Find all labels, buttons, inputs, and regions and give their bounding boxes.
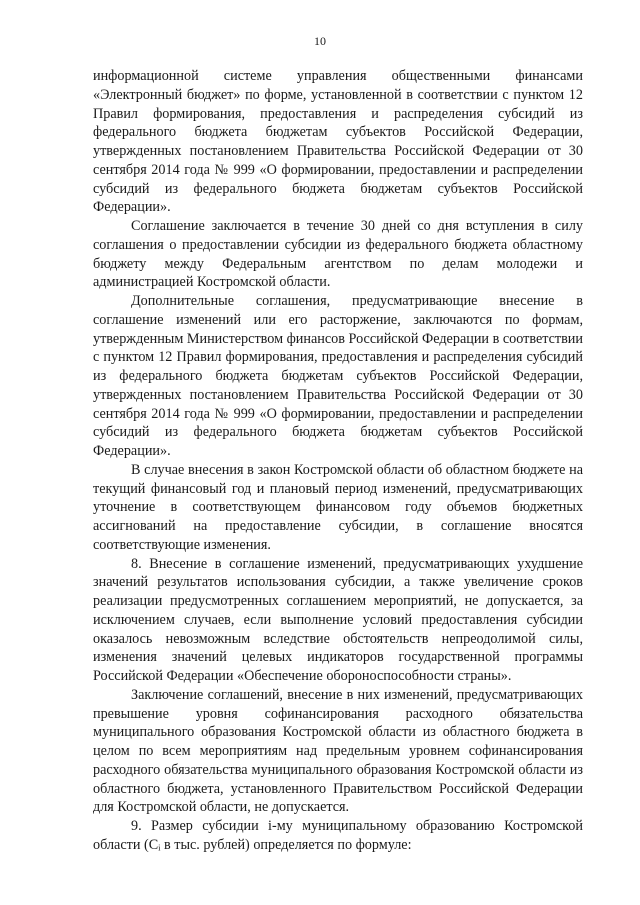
paragraph-budget-changes: В случае внесения в закон Костромской области об областном бюджете на текущий финансовый год и плановый период изменений, предусматривающих уточнение в соответствующем финансовом году объемов бюджетных ассигнований на предоставление субсидии, в соглашение вносятся соответствующие изменения. <box>93 461 583 553</box>
paragraph-agreement-term: Соглашение заключается в течение 30 дней со дня вступления в силу соглашения о предоставлении субсидии из федерального бюджета областному бюджету между Федеральным агентством по делам молодежи и администрацией Костромской области. <box>93 218 583 291</box>
paragraph-additional-agreements: Дополнительные соглашения, предусматривающие внесение в соглашение изменений или его расторжение, заключаются по формам, утвержденным Министерством финансов Российской Федерации в соответствии с пунктом 12 Правил формирования, предоставления и распределения субсидий из федерального бюджета бюджетам субъектов Российской Федерации, утвержденных постановлением Правительства Российской Федерации от 30 сентября 2014 года № 999 «О формировании, предоставлении и распределении субсидий из федерального бюджета бюджетам субъектов Российской Федерации». <box>93 293 583 459</box>
paragraph-continuation: информационной системе управления общественными финансами «Электронный бюджет» по форме, установленной в соответствии с пунктом 12 Правил формирования, предоставления и распределения субсидий из федерального бюджета бюджетам субъектов Российской Федерации, утвержденных постановлением Правительства Российской Федерации от 30 сентября 2014 года № 999 «О формировании, предоставлении и распределении субсидий из федерального бюджета бюджетам субъектов Российской Федерации». <box>93 68 583 216</box>
document-body <box>93 67 583 855</box>
paragraph-cofinancing: Заключение соглашений, внесение в них изменений, предусматривающих превышение уровня софинансирования расходного обязательства муниципального образования Костромской области из областного бюджета в целом по всем мероприятиям над предельным уровнем софинансирования расходного обязательства муниципального образования Костромской области из областного бюджета, установленного Правительством Российской Федерации для Костромской области, не допускается. <box>93 686 583 816</box>
page-number: 10 <box>314 34 326 48</box>
paragraph-item-8: 8. Внесение в соглашение изменений, предусматривающих ухудшение значений результатов использования субсидии, а также увеличение сроков реализации предусмотренных соглашением мероприятий, не допускается, за исключением случаев, если выполнение условий предоставления субсидии оказалось невозможным вследствие обстоятельств непреодолимой силы, изменения значений целевых индикаторов государственной программы Российской Федерации «Обеспечение обороноспособности страны». <box>93 555 583 684</box>
paragraph-item-9: 9. Размер субсидии i-му муниципальному образованию Костромской области (Cᵢ в тыс. рублей) определяется по формуле: <box>93 818 583 853</box>
